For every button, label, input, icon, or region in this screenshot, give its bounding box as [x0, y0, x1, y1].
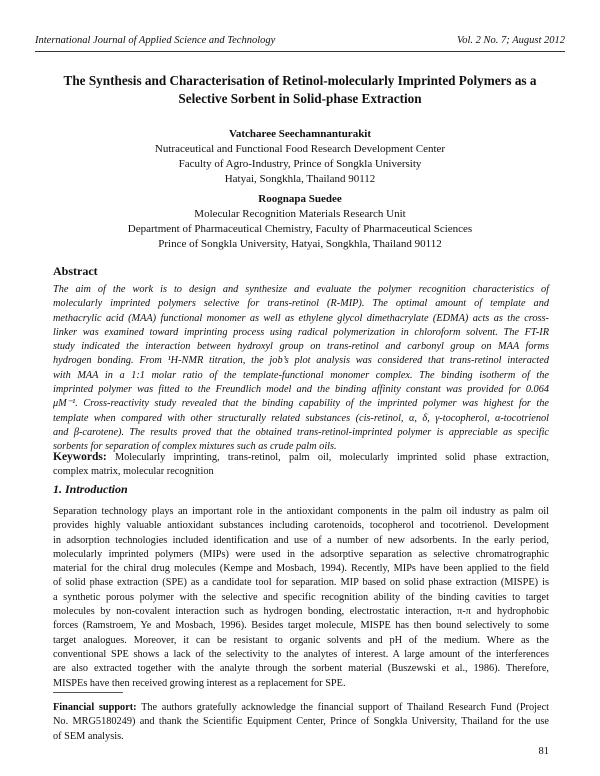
text-line: and β-carotene). The results proved that the obtained trans-retinol-imprinted polymer is appreciable as specific	[53, 426, 549, 438]
issue-info: Vol. 2 No. 7; August 2012	[456, 35, 565, 46]
text-line: target analogues. Moreover, it can be resistant to organic solvents and pH of the medium. Where as the	[53, 634, 549, 646]
text-line: provides highly valuable antioxidant substances including carotenoids, tocopherol and tocotrienol. Development	[53, 520, 549, 532]
text-line: in adsorption technologies included identification and use of a number of new adsorbents. In the early period,	[53, 534, 549, 546]
affiliation-line: Molecular Recognition Materials Research Unit	[194, 208, 406, 220]
footnote-text: The authors gratefully acknowledge the financial support of Thailand Research Fund (Project	[136, 702, 549, 713]
text-line: linker was examined toward imprinting process using radical polymerization in chloroform solvent. The FT-IR	[53, 326, 549, 338]
title-line: The Synthesis and Characterisation of Retinol-molecularly Imprinted Polymers as a	[63, 73, 537, 88]
affiliation-line: Prince of Songkla University, Hatyai, Songkhla, Thailand 90112	[158, 238, 442, 250]
text-line: sorbents for separation of complex mixtures such as crude palm oils.	[53, 441, 337, 453]
paper-title	[60, 72, 540, 108]
author-block-2	[60, 192, 540, 252]
text-line: forces (Ramstroem, Ye and Mosbach, 1996). Besides target molecule, MISPE has then bound selectively to some	[53, 620, 549, 632]
text-line: molecules by non-covalent interaction such as hydrogen bonding, electrostatic interaction, π-π and hydrophobic	[53, 606, 549, 618]
text-line: template when compared with other structurally related substances (cis-retinol, α, δ, γ-tocopherol, α-tocotrienol	[53, 412, 549, 424]
text-line: hydrogen bonding. From ¹H-NMR titration, the job’s plot analysis was considered that trans-retinol interacted	[53, 355, 549, 367]
text-line: molecularly imprinted polymers selective for trans-retinol (R-MIP). The optimal amount of template and	[53, 298, 549, 310]
abstract-heading: Abstract	[53, 264, 98, 278]
footnote-text: No. MRG5180249) and thank the Scientific Equipment Center, Prince of Songkla University, Thailand for the use	[53, 716, 549, 728]
running-header	[35, 35, 565, 46]
text-line: Separation technology plays an important role in the antioxidant components in the palm oil industry as palm oil	[53, 506, 549, 517]
footnote	[53, 701, 549, 744]
footnote-label: Financial support:	[53, 702, 137, 713]
text-line: with MAA in a 1:1 molar ratio of the template-functional monomer complex. The binding isotherm of the	[53, 369, 549, 381]
affiliation-line: Faculty of Agro-Industry, Prince of Songkla University	[178, 158, 422, 170]
text-line: a synthetic porous polymer with the selective and specific recognition ability of the binding cavities to target	[53, 591, 549, 603]
introduction-heading: 1. Introduction	[53, 482, 128, 496]
text-line: of solid phase extraction (SPE) as a candidate tool for separation. MIP based on solid phase extraction (MISPE) is	[53, 577, 549, 589]
text-line: study indicated the interaction between hydroxyl group on trans-retinol and carbonyl group on MAA forms	[53, 341, 549, 353]
introduction-body	[53, 505, 549, 691]
text-line: The aim of the work is to design and synthesize and evaluate the polymer recognition characteristics of	[53, 284, 549, 295]
author-block-1	[60, 127, 540, 187]
author-name: Roognapa Suedee	[258, 193, 342, 205]
text-line: are also extracted together with the analyte through the sorbent material (Buszewski et al., 1986). Therefore,	[53, 663, 549, 675]
affiliation-line: Hatyai, Songkhla, Thailand 90112	[224, 173, 376, 185]
keywords-text: Molecularly imprinting, trans-retinol, palm oil, molecularly imprinted solid phase extraction,	[114, 452, 549, 463]
keywords-text: complex matrix, molecular recognition	[53, 466, 214, 478]
keywords-label: Keywords:	[53, 451, 107, 463]
text-line: MISPEs have then received growing interest as a replacement for SPE.	[53, 677, 346, 689]
text-line: conventional SPE shows a lack of the selectivity to the analytes of interest. A large amount of the interferences	[53, 648, 549, 660]
footnote-text: of SEM analysis.	[53, 730, 124, 742]
text-line: methacrylic acid (MAA) functional monomer as well as ethylene glycol dimethacrylate (EDMA) acts as the cross-	[53, 312, 549, 324]
affiliation-line: Department of Pharmaceutical Chemistry, Faculty of Pharmaceutical Sciences	[127, 223, 473, 235]
footnote-rule	[53, 692, 123, 693]
text-line: material for the chiral drug molecules (Kempe and Mosbach, 1994). Recently, MIPs have been applied to the field	[53, 563, 549, 575]
keywords	[53, 450, 549, 480]
abstract-body	[53, 283, 549, 455]
author-name: Vatcharee Seechamnanturakit	[228, 128, 372, 140]
journal-name: International Journal of Applied Science and Technology	[35, 35, 276, 46]
page-number: 81	[538, 746, 549, 757]
header-rule	[35, 51, 565, 52]
title-line: Selective Sorbent in Solid-phase Extraction	[178, 91, 422, 106]
text-line: imprinted polymer was fitted to the Freundlich model and the binding affinity constant was provided for 0.064	[53, 384, 549, 396]
affiliation-line: Nutraceutical and Functional Food Research Development Center	[154, 143, 446, 155]
text-line: molecularly imprinted polymers (MIPs) were used in the adsorptive separation as selective chromatrographic	[53, 548, 549, 560]
text-line: μM⁻¹. Cross-reactivity study revealed that the binding capability of the imprinted polymer was highest for the	[53, 398, 549, 410]
